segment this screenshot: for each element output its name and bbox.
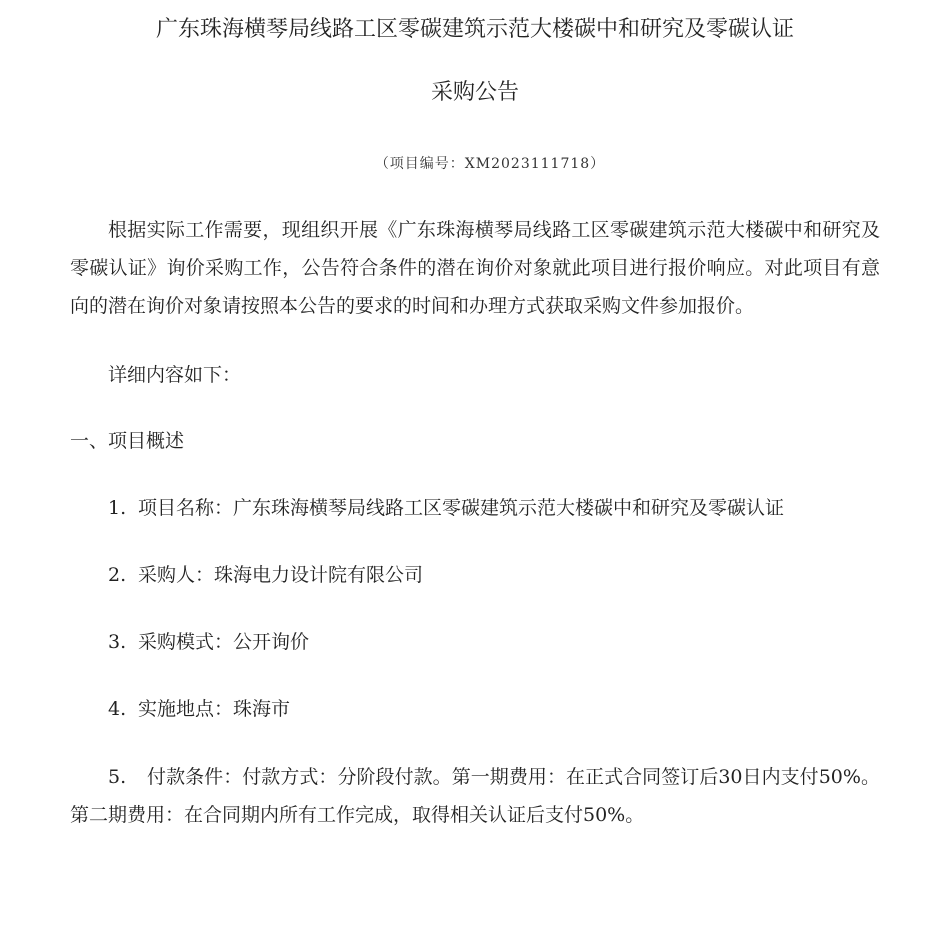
intro-paragraph: 根据实际工作需要，现组织开展《广东珠海横琴局线路工区零碳建筑示范大楼碳中和研究及零碳认证》询价采购工作，公告符合条件的潜在询价对象就此项目进行报价响应。对此项目有意向的潜在询价对象请按照本公告的要求的时间和办理方式获取采购文件参加报价。 (70, 219, 880, 317)
list-item (108, 496, 784, 520)
project-number: （项目编号：XM2023111718） (374, 156, 606, 172)
list-item-text: 采购人：珠海电力设计院有限公司 (138, 564, 424, 586)
list-item-text: 付款条件：付款方式：分阶段付款。第一期费用：在正式合同签订后30日内支付50%。第二期费用：在合同期内所有工作完成，取得相关认证后支付50%。 (70, 766, 880, 826)
document-title: 广东珠海横琴局线路工区零碳建筑示范大楼碳中和研究及零碳认证 (155, 17, 794, 42)
list-item (108, 630, 309, 654)
list-item-number: 4. (108, 698, 127, 720)
list-item (108, 697, 290, 721)
list-item (108, 563, 423, 587)
list-item-number: 2. (108, 564, 127, 586)
details-lead: 详细内容如下： (108, 364, 242, 386)
list-item-number: 3. (108, 631, 127, 653)
list-item-text: 实施地点：珠海市 (138, 698, 291, 720)
section-heading-overview: 一、项目概述 (70, 430, 185, 452)
list-item (70, 758, 880, 834)
list-item-number: 1. (108, 497, 127, 519)
list-item-text: 项目名称：广东珠海横琴局线路工区零碳建筑示范大楼碳中和研究及零碳认证 (138, 497, 785, 519)
list-item-number: 5. (108, 766, 127, 788)
document-subtitle: 采购公告 (430, 80, 519, 105)
list-item-text: 采购模式：公开询价 (138, 631, 310, 653)
